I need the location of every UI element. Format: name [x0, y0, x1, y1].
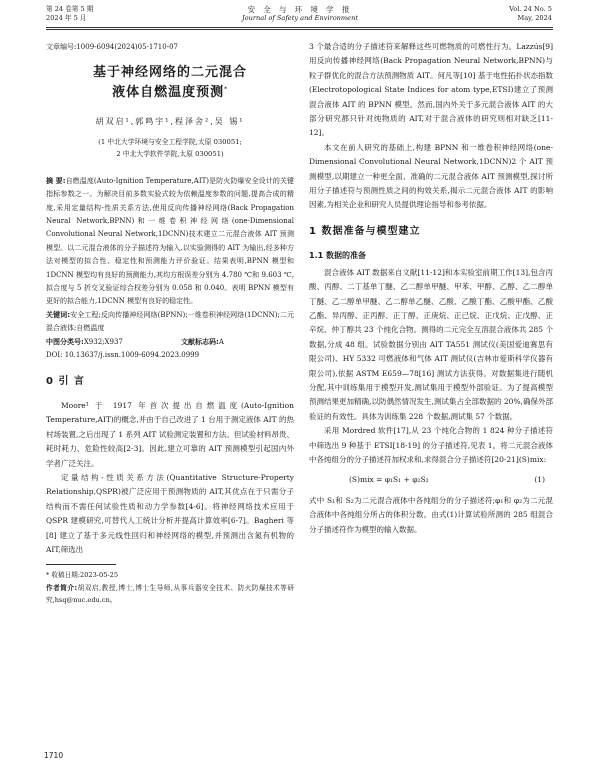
footnote-rule [46, 564, 116, 565]
footnote-received [46, 569, 294, 581]
received-date: 2023-05-25 [80, 571, 119, 580]
clc-label: 中图分类号: [46, 337, 84, 346]
page-number: 1710 [44, 751, 64, 760]
received-label: * 收稿日期: [46, 571, 80, 580]
right-column [309, 40, 553, 537]
body-paragraph-data: 混合液体 AIT 数据来自文献[11-12]和本实验室前期工作[13],包含丙酸、丙醇、二丁基单丁醚、乙二醇单甲醚、甲苯、甲醇、乙醇、乙二醇单丁醚、乙二醇单甲醚、乙二醇单乙醚、乙酸、乙酸丁酯、乙酸甲酯、乙酸乙酯、异丙醇、正丙醇、正丁醇、正庚烷、正己烷、正戊烷、正戊醇、正辛烷、仲丁醇共 23 个纯化合物。测得的二元完全互溶混合液体共 285 个数据,分成 48 组。试验数据分别由 AIT TA551 测试仪(美国爱迪赛思有限公司)、HY 5332 可燃液体和气体 AIT 测试仪(吉林市爱斯科学仪器有限公司),依据 ASTM E659—78[16] 测试方法获得。对数据集进行随机分配,其中训练集用于模型开发,测试集用于模型外部验证。为了提高模型预测结果更加精确,以防偶然情况发生,测试集占全部数据的 20%,确保外部验证的有效性。具体为训练集 228 个数据,测试集 57 个数据。 [309, 267, 553, 421]
equation-1 [309, 467, 553, 493]
left-column [46, 40, 294, 607]
equation-body: (S)mix = φ₁S₁ + φ₂S₂ [349, 475, 429, 485]
title-footnote-mark: * [224, 87, 228, 94]
header-rule [46, 27, 553, 28]
doc-code-value: A [218, 337, 224, 346]
abstract [46, 175, 294, 309]
abstract-text: 自燃温度(Auto-Ignition Temperature,AIT)是防火防爆安全设计的关键指标参数之一。为解决目前多数实验式较为依赖温度参数的问题,提高合成的精度,采用定量结构-性质关系方法,使用反向传播神经网络(Back Propagation Neural Network,BPNN)和一维卷积神经网络(one-Dimensional Convolutional Neural Network,1DCNN)技术建立二元混合液体 AIT 预测模型。以二元混合液体的分子描述符为输入,以实验测得的 AIT 为输出,经多种方法对模型的拟合性、稳定性和预测能力评价验证。结果表明,BPNN 模型和 1DCNN 模型均有良好的预测能力,其均方根误差分别为 4.780 ℃和 9.603 ℃,拟合度与 5 折交叉验证综合权差分别为 0.058 和 0.040。表明 BPNN 模型有更好的拟合能力,1DCNN 模型有良好的稳定性。 [46, 176, 294, 306]
article-number: 文章编号:1009-6094(2024)05-1710-07 [46, 43, 178, 51]
body-paragraph-objective: 本文在前人研究的基础上,构建 BPNN 和一维卷积神经网络(one-Dimensional Convolutional Neural Network,1DCNN)2 个 AIT 预测模型,以期建立一种更全面、准确的二元混合液体 AIT 预测模型,探讨所用分子描述符与预测性质之间的构效关系,揭示二元混合液体 AIT 的影响因素,为相关企业和研究人员提供理论指导和参考依据。 [309, 142, 553, 210]
journal-title-en: Journal of Safety and Environment [242, 14, 358, 22]
keywords-text: 安全工程;反向传播神经网络(BPNN);一维卷积神经网络(1DCNN);二元混合液体;自燃温度 [46, 310, 294, 333]
title-line-2 [46, 83, 294, 103]
author-bio: 胡双启,教授,博士,博士生导师,从事兵器安全技术、防火防爆技术等研究,hsq@nuc.edu.cn。 [46, 583, 294, 605]
clc-code [46, 336, 181, 349]
intro-paragraph-2: 定量结构-性质关系方法(Quantitative Structure-Property Relationship,QSPR)被广泛应用于预测物质的 AIT,其优点在于只需分子结构而不需任何试验性质和动力学参数[4-6]。将神经网络技术应用于 QSPR 建模研究,可替代人工统计分析并提高计算效率[6-7]。Bagheri 等[8] 建立了基于多元线性回归和神经网络的模型,并预测出含氮有机物的 AIT,筛选出 [46, 472, 294, 554]
keywords-label: 关键词: [46, 310, 71, 319]
author-bio-label: 作者简介: [46, 583, 78, 592]
title-line-2-text: 液体自燃温度预测 [112, 85, 225, 101]
classification-row [46, 336, 294, 349]
equation-number: (1) [534, 475, 545, 485]
journal-volume-en [509, 5, 552, 23]
clc-value: X932;X937 [83, 337, 123, 346]
volume-issue-en: Vol. 24 No. 5 [509, 5, 552, 13]
footnote-author [46, 582, 294, 607]
abstract-label: 摘 要: [46, 176, 66, 185]
body-paragraph-descriptors: 采用 Mordred 软件[17],从 23 个纯化合物的 1 824 种分子描述符中筛选出 9 种基于 ETSI[18-19] 的分子描述符,见表 1。将二元混合液体中各纯组分的分子描述符加权求和,求得混合分子描述符[20-21](S)mix: [309, 426, 553, 464]
body-paragraph-equation-explanation: 式中 S₁和 S₂为二元混合液体中各纯组分的分子描述符;φ₁和 φ₂为二元混合液体中各纯组分所占的体积分数。由式(1)计算试验所测的 285 组混合分子描述符作为模型的输入数据。 [309, 495, 553, 534]
volume-issue: 第 24 卷第 5 期 [46, 5, 94, 13]
keywords [46, 309, 294, 336]
intro-paragraph-1: Moore¹ 于 1917 年首次提出自燃温度(Auto-Ignition Temperature,AIT)的概念,并由于自己改进了 1 台用于测定液体 AIT 的热村场装置,之后出现了 1 系列 AIT 试验测定装置和方法。但试验材料昂贵、耗时耗力、危险性较高[2-3]。因此,建立可靠的 AIT 预测模型引起国内外学者广泛关注。 [46, 400, 294, 468]
header-rule-thin [46, 29, 553, 30]
issue-date: 2024 年 5 月 [46, 14, 87, 22]
issue-date-en: May, 2024 [517, 14, 552, 22]
journal-title-cn: 安 全 与 环 境 学 报 [247, 5, 353, 14]
section-heading-data-model: 1 数据准备与模型建立 [309, 225, 421, 237]
document-code [181, 336, 224, 349]
title-line-1: 基于神经网络的二元混合 [92, 65, 247, 81]
body-paragraph-continued: 3 个最合适的分子描述符来解释这些可燃物质的可燃性行为。Lazzús[9] 用反向传播神经网络(Back Propagation Neural Network,BPNN)与粒子群优化的混合方法预测物质 AIT。何凡等[10] 基于电性拓扑状态指数(Electrotopological State Indices for atom type,ETSI)建立了预测混合液体 AIT 的 BPNN 模型。然而,国内外关于多元混合液体 AIT 的大部分研究都只针对纯物质的 AIT,对于混合液体的研究则相对缺乏[11-12]。 [309, 42, 553, 138]
affiliation-2: 2 中北大学软件学院,太原 030051) [116, 149, 224, 158]
doc-code-label: 文献标志码: [181, 337, 219, 346]
section-heading-introduction: 0 引 言 [46, 375, 85, 387]
doi: DOI: 10.13637/j.issn.1009-6094.2023.0999 [46, 351, 200, 360]
affiliation-1: (1 中北大学环境与安全工程学院,太原 030051; [98, 137, 242, 146]
authors: 胡双启¹,郭鸣宇¹,程泽舍²,吴 锡¹ [95, 117, 245, 127]
subsection-heading-data: 1.1 数据的准备 [309, 251, 366, 261]
